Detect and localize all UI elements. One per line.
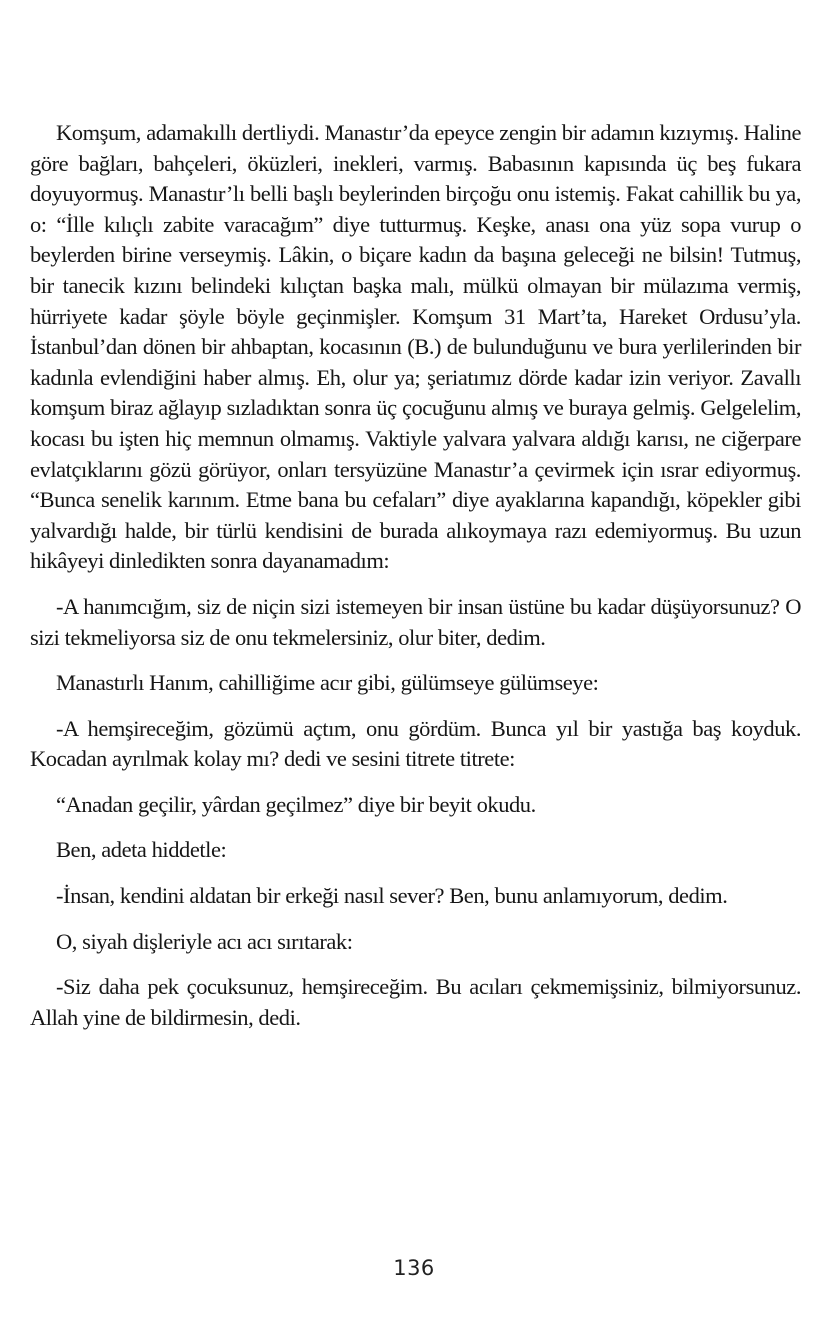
book-page-body	[30, 118, 801, 1033]
paragraph-komsum-story: Komşum, adamakıllı dertliydi. Manastır’da epeyce zengin bir adamın kızıymış. Haline göre bağları, bahçeleri, öküzleri, inekleri, varmış. Babasının kapısında üç beş fukara doyuyormuş. Manastır’lı belli başlı beylerinden birçoğu onu istemiş. Fakat cahillik bu ya, o: “İlle kılıçlı zabite varacağım” diye tutturmuş. Keşke, anası ona yüz sopa vurup o beylerden birine verseymiş. Lâkin, o biçare kadın da başına geleceği ne bilsin! Tutmuş, bir tanecik kızını belindeki kılıçtan başka malı, mülkü olmayan bir mülazıma vermiş, hürriyete kadar şöyle böyle geçinmişler. Komşum 31 Mart’ta, Hareket Ordusu’yla. İstanbul’dan dönen bir ahbaptan, kocasının (B.) de bulunduğunu ve bura yerlilerinden bir kadınla evlendiğini haber almış. Eh, olur ya; şeriatımız dörde kadar izin veriyor. Zavallı komşum biraz ağlayıp sızladıktan sonra üç çocuğunu almış ve buraya gelmiş. Gelgelelim, kocası bu işten hiç memnun olmamış. Vaktiyle yalvara yalvara aldığı karısı, ne ciğerpare evlatçıklarını gözü görüyor, onları tersyüzüne Manastır’a çevirmek için ısrar ediyormuş. “Bunca senelik karınım. Etme bana bu cefaları” diye ayaklarına kapandığı, köpekler gibi yalvardığı halde, bir türlü kendisini de burada alıkoymaya razı edemiyormuş. Bu uzun hikâyeyi dinledikten sonra dayanamadım:	[30, 120, 801, 574]
page-number: 136	[393, 1256, 435, 1280]
paragraph-beyit: “Anadan geçilir, yârdan geçilmez” diye bir beyit okudu.	[56, 791, 536, 817]
paragraph-manastirli-smiles: Manastırlı Hanım, cahilliğime acır gibi, gülümseye gülümseye:	[56, 670, 599, 696]
paragraph-hemsire-reply: -A hemşireceğim, gözümü açtım, onu gördüm. Bunca yıl bir yastığa baş koyduk. Kocadan ayrılmak kolay mı? dedi ve sesini titrete titrete:	[30, 715, 801, 772]
paragraph-hiddetle: Ben, adeta hiddetle:	[56, 837, 227, 863]
paragraph-final-reply: -Siz daha pek çocuksunuz, hemşireceğim. Bu acıları çekmemişsiniz, bilmiyorsunuz. Allah yine de bildirmesin, dedi.	[30, 974, 801, 1030]
paragraph-narrator-reply: -A hanımcığım, siz de niçin sizi istemeyen bir insan üstüne bu kadar düşüyorsunuz? O sizi tekmeliyorsa siz de onu tekmelersiniz, olur biter, dedim.	[30, 593, 801, 650]
paragraph-insan-question: -İnsan, kendini aldatan bir erkeği nasıl sever? Ben, bunu anlamıyorum, dedim.	[56, 883, 728, 909]
paragraph-siyah-disler: O, siyah dişleriyle acı acı sırıtarak:	[56, 928, 353, 954]
